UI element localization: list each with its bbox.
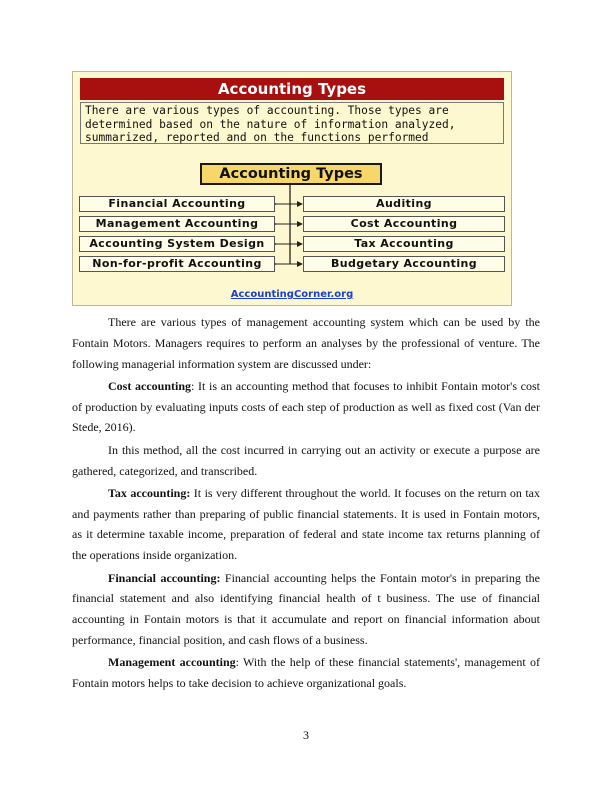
paragraph-cost-method: In this method, all the cost incurred in carrying out an activity or execute a purpose are gathered, categorized, and transcribed.: [72, 442, 540, 478]
paragraph-tax-accounting: Tax accounting: It is very different throughout the world. It focuses on the return on tax and payments rather than preparing of public financial statements. It is used in Fontain motors, as it determine taxable income, preparation of federal and state income tax returns planning of the operations inside organization.: [72, 485, 541, 563]
paragraph-intro: There are various types of management accounting system which can be used by the Fontain Motors. Managers requires to perform an analyses by the professional of venture. The following managerial information system are discussed under:: [72, 315, 540, 371]
accounting-types-figure: [72, 71, 512, 306]
figure-center-label: Accounting Types: [200, 163, 382, 185]
type-box-accounting-system-design: Accounting System Design: [79, 236, 275, 252]
type-box-management-accounting: Management Accounting: [79, 216, 275, 232]
type-box-budgetary-accounting: Budgetary Accounting: [303, 256, 505, 272]
type-box-financial-accounting: Financial Accounting: [79, 196, 275, 212]
paragraph-financial-accounting: Financial accounting: Financial accounting helps the Fontain motor's in preparing the financial statement and also identifying financial health of t business. The use of financial accounting in Fontain motors is that it accumulate and report on financial information about performance, financial position, and cash flows of a business.: [72, 570, 540, 647]
type-box-auditing: Auditing: [303, 196, 505, 212]
page-number: 3: [303, 728, 309, 742]
type-box-cost-accounting: Cost Accounting: [303, 216, 505, 232]
term-cost-accounting: Cost accounting: [108, 378, 192, 393]
body-text: [72, 312, 540, 695]
figure-intro-text: There are various types of accounting. Those types are determined based on the nature of information analyzed, summarized, reported and on the functions performed: [80, 102, 504, 144]
term-tax-accounting: Tax accounting:: [108, 485, 191, 500]
figure-banner-title: Accounting Types: [80, 78, 504, 100]
paragraph-cost-accounting: Cost accounting: It is an accounting method that focuses to inhibit Fontain motor's cost of production by evaluating inputs costs of each step of production as well as fixed cost (Van der Stede, 2016).: [72, 378, 541, 435]
figure-credit-link[interactable]: AccountingCorner.org: [230, 289, 354, 300]
term-management-accounting: Management accounting: [108, 655, 236, 670]
type-box-tax-accounting: Tax Accounting: [303, 236, 505, 252]
type-box-non-for-profit-accounting: Non-for-profit Accounting: [79, 256, 275, 272]
term-financial-accounting: Financial accounting:: [108, 570, 221, 585]
paragraph-management-accounting: Management accounting: With the help of these financial statements', management of Fontain motors helps to take decision to achieve organizational goals.: [72, 655, 540, 691]
